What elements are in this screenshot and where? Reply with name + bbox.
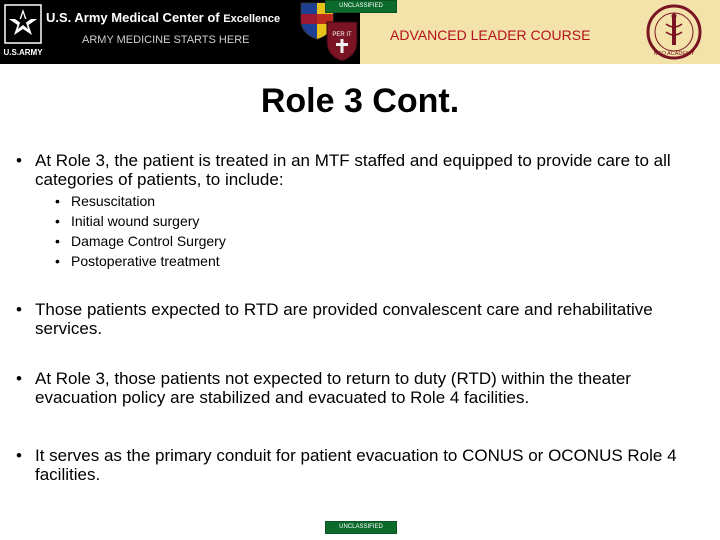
bullet-marker: • (16, 446, 22, 465)
course-title: ADVANCED LEADER COURSE (390, 27, 591, 43)
bullet-item-3 (16, 369, 706, 407)
sub-bullet-item-1 (55, 191, 155, 211)
bullet-text: Those patients expected to RTD are provided convalescent care and rehabilitative services. (35, 300, 653, 338)
svg-text:U.S.ARMY: U.S.ARMY (3, 48, 43, 57)
bullet-text: It serves as the primary conduit for patient evacuation to CONUS or OCONUS Role 4 facilities. (35, 446, 677, 484)
sub-bullet-item-3 (55, 231, 226, 251)
sub-bullet-marker: • (55, 253, 60, 269)
org-title-suffix: Excellence (223, 13, 281, 25)
classification-banner-bottom: UNCLASSIFIED (325, 521, 397, 534)
sub-bullet-text: Resuscitation (71, 193, 156, 209)
sub-bullet-item-4 (55, 251, 220, 271)
sub-bullet-text: Initial wound surgery (71, 213, 200, 229)
org-tagline: ARMY MEDICINE STARTS HERE (82, 34, 250, 46)
bullet-text: At Role 3, the patient is treated in an MTF staffed and equipped to provide care to all categories of patients, to include: (35, 151, 671, 189)
classification-banner-top: UNCLASSIFIED (325, 0, 397, 13)
sub-bullet-marker: • (55, 213, 60, 229)
nco-academy-seal-icon (646, 4, 702, 60)
org-title: U.S. Army Medical Center of Excellence (46, 10, 281, 25)
sub-bullet-marker: • (55, 233, 60, 249)
bullet-marker: • (16, 151, 22, 170)
bullet-item-1 (16, 151, 706, 189)
bullet-item-2 (16, 300, 706, 338)
sub-bullet-text: Damage Control Surgery (71, 233, 226, 249)
svg-text:PER IT: PER IT (332, 32, 352, 38)
sub-bullet-marker: • (55, 193, 60, 209)
svg-text:NCO ACADEMY: NCO ACADEMY (653, 51, 695, 57)
sub-bullet-text: Postoperative treatment (71, 253, 220, 269)
bullet-text: At Role 3, those patients not expected to return to duty (RTD) within the theater evacuation policy are stabilized and evacuated to Role 4 facilities. (35, 369, 631, 407)
slide-title: Role 3 Cont. (260, 82, 460, 120)
slide-header (0, 0, 720, 64)
bullet-marker: • (16, 369, 22, 388)
us-army-logo-icon (3, 3, 43, 59)
bullet-marker: • (16, 300, 22, 319)
medical-crest-icon (323, 18, 361, 62)
bullet-item-4 (16, 446, 706, 484)
sub-bullet-item-2 (55, 211, 199, 231)
